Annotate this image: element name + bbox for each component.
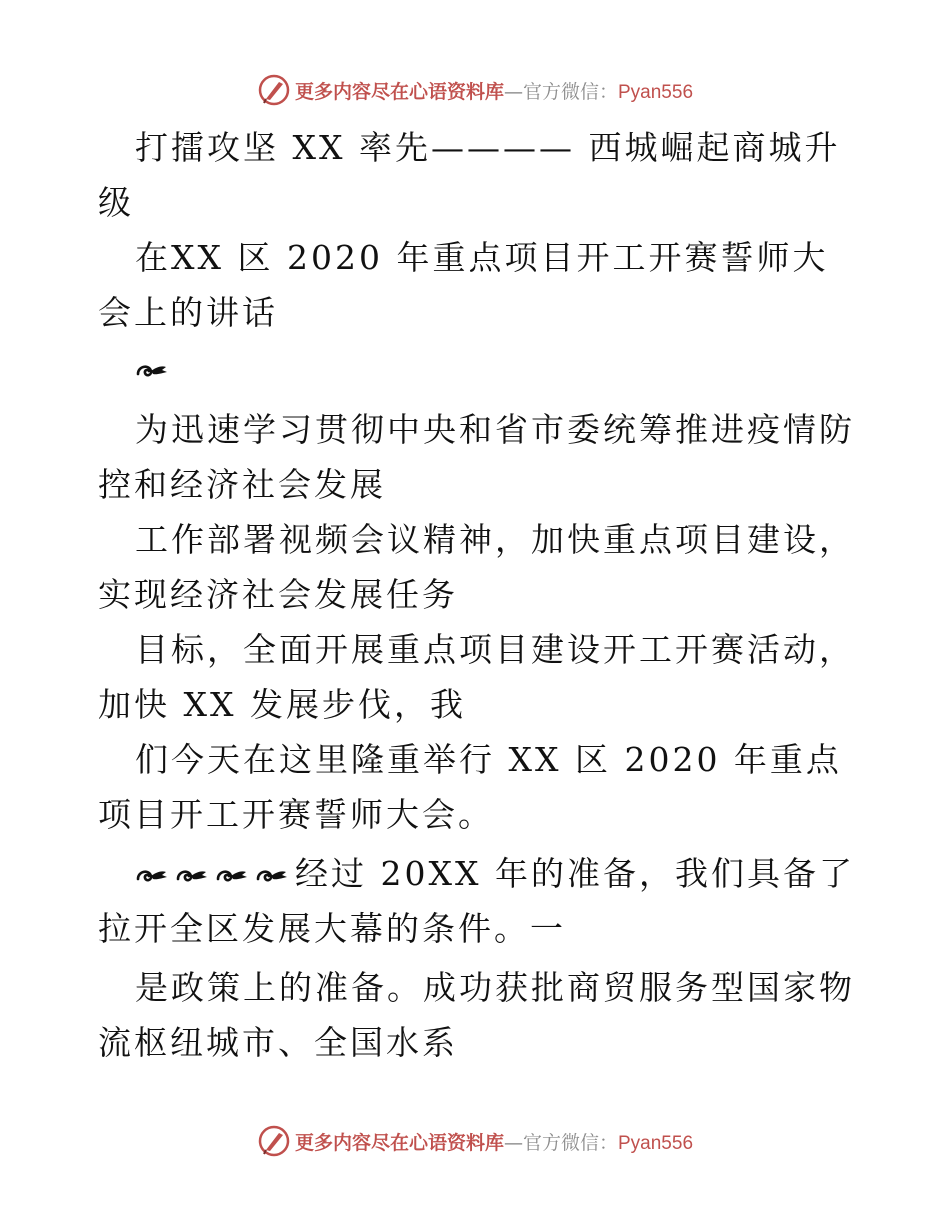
paragraph-2: 工作部署视频会议精神，加快重点项目建设，实现经济社会发展任务	[98, 520, 855, 614]
banner-separator: —	[503, 1131, 523, 1154]
swirl-ornament-icon	[135, 865, 169, 887]
document-body	[98, 120, 858, 1070]
document-title-line-2: 在XX 区 2020 年重点项目开工开赛誓师大会上的讲话	[98, 238, 829, 332]
swirl-ornament-icon	[175, 865, 209, 887]
paragraph-3: 目标，全面开展重点项目建设开工开赛活动，加快 XX 发展步伐，我	[98, 630, 855, 724]
swirl-ornament-icon	[215, 865, 249, 887]
paragraph-last: 是政策上的准备。成功获批商贸服务型国家物流枢纽城市、全国水系	[98, 968, 855, 1062]
quill-pen-logo-icon	[257, 73, 291, 107]
paragraph-ornament	[98, 846, 858, 956]
quill-pen-logo-icon	[257, 1124, 291, 1158]
ornament-paragraph-text: 经过 20XX 年的准备，我们具备了拉开全区发展大幕的条件。一	[98, 854, 855, 948]
banner-wechat-label: 官方微信：	[522, 1131, 618, 1154]
banner-text	[295, 77, 693, 104]
paragraph-4: 们今天在这里隆重举行 XX 区 2020 年重点项目开工开赛誓师大会。	[98, 740, 842, 834]
header-banner	[0, 70, 950, 110]
banner-brand: 更多内容尽在心语资料库	[294, 1131, 504, 1154]
banner-brand: 更多内容尽在心语资料库	[294, 80, 504, 103]
banner-text	[295, 1128, 693, 1155]
footer-banner	[0, 1121, 950, 1161]
banner-wechat-label: 官方微信：	[522, 80, 618, 103]
ornament-row	[98, 340, 858, 402]
paragraph-1: 为迅速学习贯彻中央和省市委统筹推进疫情防控和经济社会发展	[98, 410, 855, 504]
document-title-line-1: 打擂攻坚 XX 率先———— 西城崛起商城升级	[98, 128, 841, 222]
swirl-ornament-icon	[255, 865, 289, 887]
banner-wechat-id: Pyan556	[618, 81, 694, 103]
banner-separator: —	[503, 80, 523, 103]
banner-wechat-id: Pyan556	[618, 1132, 694, 1154]
swirl-ornament-icon	[135, 360, 169, 382]
